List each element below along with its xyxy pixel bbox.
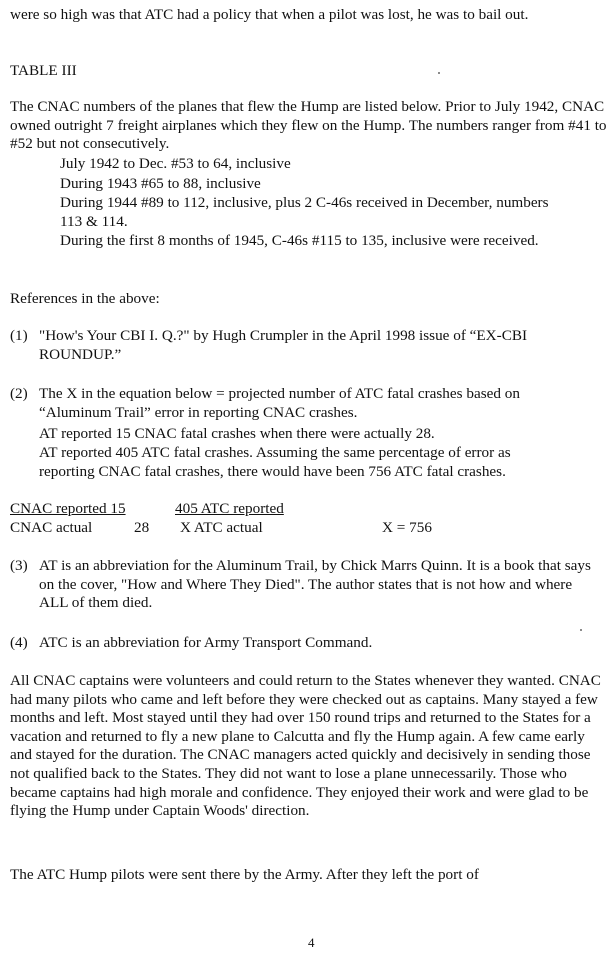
equation-bottom-left-value: 28 [134,519,150,536]
captains-paragraph: All CNAC captains were volunteers and could return to the States whenever they wanted. CNAC had many pilots who came and left before they were checked out as captains. Many stayed a few months and left. Most stayed until they had over 150 round trips and returned to the States for a vacation and returned to fly a new plane to Calcutta and fly the Hump again. A few came early and stayed for the duration. The CNAC managers acted quickly and decisively in sending those not qualified back to the States. They did not want to lose a plane unnecessarily. Those who became captains had high morale and confidence. They enjoyed their work and were glad to be flying the Hump under Captain Woods' direction. [10,672,601,820]
equation-bottom-left-label: CNAC actual [10,519,93,536]
list-line: During 1944 #89 to 112, inclusive, plus 2 C-46s received in December, numbers [60,194,549,211]
list-line: During the first 8 months of 1945, C-46s #115 to 135, inclusive were received. [60,232,539,249]
top-line: were so high was that ATC had a policy that when a pilot was lost, he was to bail out. [10,6,529,23]
reference-number: (3) [10,557,28,574]
reference-text-line: AT reported 405 ATC fatal crashes. Assuming the same percentage of error as reporting CNAC fatal crashes, there would have been 756 ATC fatal crashes. [39,444,511,480]
equation-top-left: CNAC reported 15 [10,500,126,517]
table-heading: TABLE III [10,62,77,79]
reference-text: AT is an abbreviation for the Aluminum Trail, by Chick Marrs Quinn. It is a book that says on the cover, "How and Where They Died". The author states that is not how and where ALL of them died. [39,557,591,612]
reference-number: (1) [10,327,28,344]
reference-text: "How's Your CBI I. Q.?" by Hugh Crumpler in the April 1998 issue of “EX-CBI ROUNDUP.” [39,327,528,363]
list-line: 113 & 114. [60,213,128,230]
reference-number: (2) [10,385,28,402]
equation-bottom-right: X ATC actual [180,519,263,536]
reference-text: The X in the equation below = projected number of ATC fatal crashes based on “Aluminum Trail” error in reporting CNAC crashes. [39,385,520,421]
scan-speck [438,72,440,74]
reference-number: (4) [10,634,28,651]
intro-paragraph: The CNAC numbers of the planes that flew the Hump are listed below. Prior to July 1942, CNAC owned outright 7 freight airplanes which they flew on the Hump. The numbers ranger from #41 to #52 but not consecutively. [10,98,607,153]
equation-result: X = 756 [382,519,432,536]
reference-text-line: AT reported 15 CNAC fatal crashes when there were actually 28. [39,425,435,442]
equation-top-right: 405 ATC reported [175,500,284,517]
reference-text: ATC is an abbreviation for Army Transport Command. [39,634,373,651]
list-line: During 1943 #65 to 88, inclusive [60,175,261,192]
page-number: 4 [308,935,315,950]
list-line: July 1942 to Dec. #53 to 64, inclusive [60,155,291,172]
atc-paragraph: The ATC Hump pilots were sent there by the Army. After they left the port of [10,866,479,883]
scan-speck [580,629,582,631]
references-heading: References in the above: [10,290,160,307]
